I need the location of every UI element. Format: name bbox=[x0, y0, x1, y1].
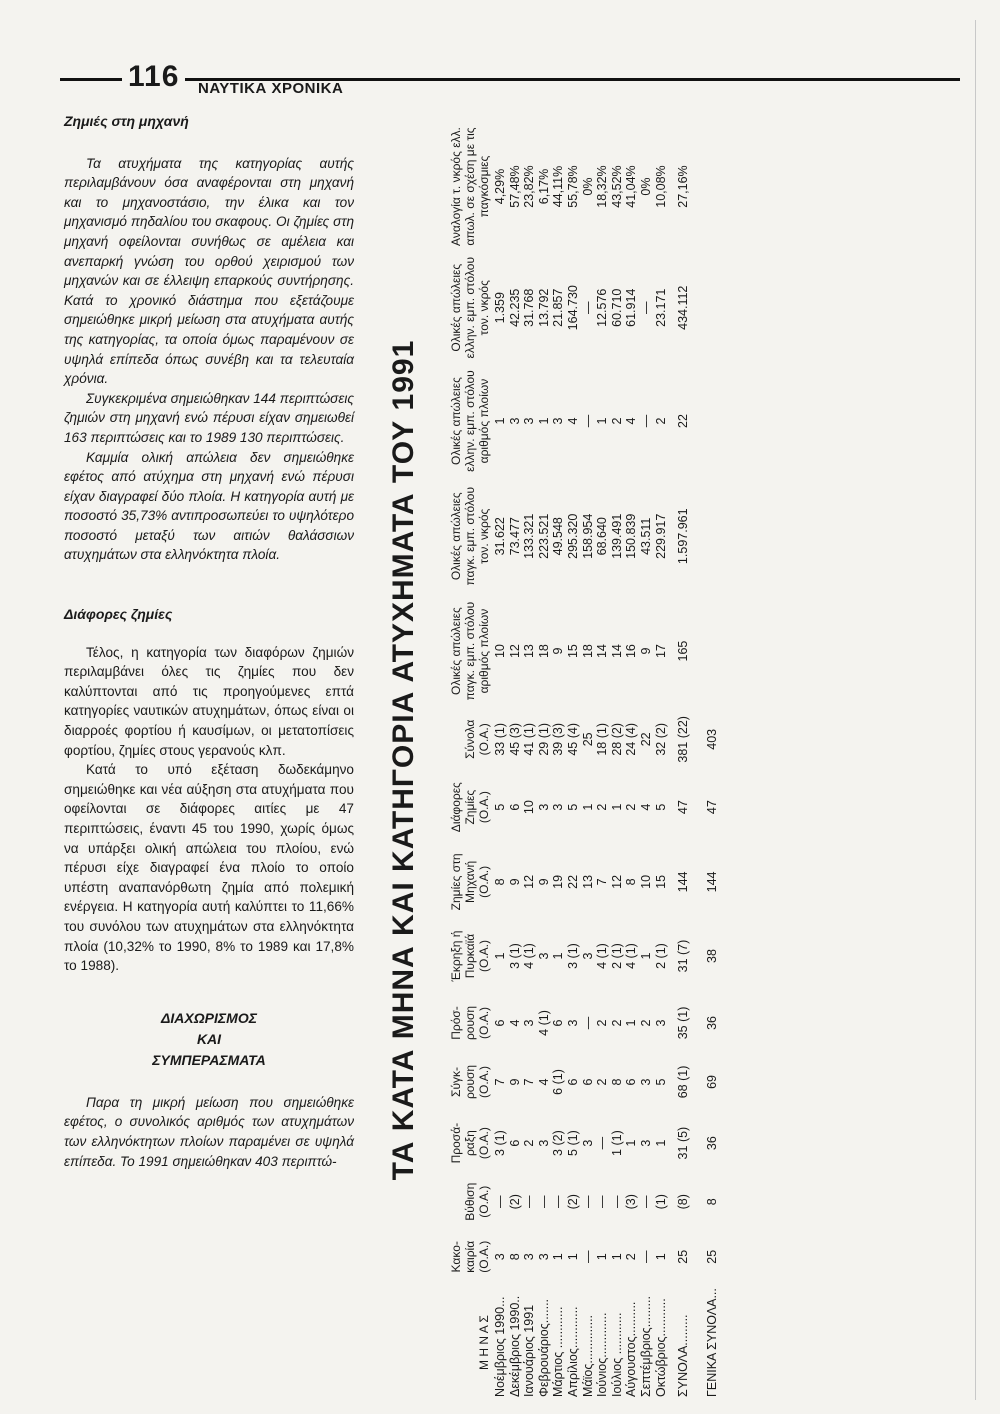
value-cell: 45 (4) bbox=[565, 722, 580, 756]
value-cell: — bbox=[638, 301, 653, 314]
value-cell: 9 bbox=[638, 647, 653, 655]
value-cell: 164.730 bbox=[565, 285, 580, 331]
table-row bbox=[522, 120, 537, 1400]
value-cell: 3 bbox=[638, 1078, 653, 1086]
value-cell: 16 bbox=[624, 644, 639, 659]
value-cell: 139.491 bbox=[609, 513, 624, 559]
value-cell: 12 bbox=[522, 874, 537, 889]
value-cell: 42.235 bbox=[507, 288, 522, 327]
value-cell: 12 bbox=[507, 644, 522, 659]
value-cell: 44,11% bbox=[551, 165, 566, 208]
value-cell: — bbox=[551, 1195, 566, 1208]
month-cell: Ιούνιος............. bbox=[595, 1312, 610, 1397]
paragraph: Καμμία ολική απώλεια δεν σημειώθηκε εφέτος από ατύχημα στη μηχανή ενώ πέρυσι είχαν διαγραφεί δύο πλοία. Η κατηγορία αυτή με ποσοστό 35,73% αντιπροσωπεύει το υψηλότερο ποσοστό μεταξύ των αιτιών θαλάσσιων ατυχημάτων στα ελληνόκτητα πλοία. bbox=[64, 449, 354, 563]
rotated-table bbox=[387, 120, 887, 1400]
column-header: Προσά- ραξη (Ο.Α.) bbox=[449, 1122, 491, 1164]
value-cell: 1 bbox=[565, 1253, 580, 1261]
value-cell: 2 (1) bbox=[653, 943, 668, 969]
value-cell: 1 bbox=[551, 952, 566, 960]
value-cell: — bbox=[595, 1136, 610, 1150]
section-title-conclusions bbox=[64, 1008, 354, 1071]
value-cell: 3 bbox=[536, 803, 551, 811]
value-cell: 57,48% bbox=[507, 165, 522, 208]
value-cell: 2 bbox=[522, 1139, 537, 1147]
value-cell bbox=[691, 593, 720, 709]
value-cell: 41,04% bbox=[624, 165, 639, 208]
accidents-table bbox=[447, 120, 719, 1400]
value-cell: — bbox=[638, 414, 653, 428]
value-cell: 9 bbox=[536, 878, 551, 886]
table-row bbox=[581, 120, 596, 1400]
value-cell: — bbox=[595, 1195, 610, 1208]
table-header-row bbox=[447, 120, 493, 1400]
table-row bbox=[610, 120, 625, 1400]
value-cell: 1 bbox=[493, 417, 507, 425]
value-cell: 31.768 bbox=[522, 288, 537, 327]
table-row bbox=[639, 120, 654, 1400]
value-cell: 4,29% bbox=[493, 168, 507, 205]
value-cell bbox=[691, 253, 720, 362]
month-cell: Μάϊος.............. bbox=[580, 1314, 595, 1397]
value-cell: 1 bbox=[595, 417, 610, 425]
paragraph: Τέλος, η κατηγορία των διαφόρων ζημιών περιλαμβάνει όλες τις ζημίες που δεν καλύπτονται από τις προηγούμενες επτά κατηγορίες ναυτικών ατυχημάτων, όπως είναι οι διαρροές φορτίου ή καυσίμων, οι μετατοπίσεις φορτίου, ζημίες στους γερανούς κλπ. bbox=[64, 644, 354, 758]
value-cell: 1 bbox=[595, 1253, 610, 1261]
value-cell: 14 bbox=[595, 644, 610, 659]
title-line: ΔΙΑΧΩΡΙΣΜΟΣ bbox=[161, 1009, 257, 1026]
value-cell: 2 (1) bbox=[609, 943, 624, 969]
value-cell: 223.521 bbox=[536, 513, 551, 559]
column-header: Έκρηξη ή Πυρκαϊά (Ο.Α.) bbox=[449, 930, 491, 982]
value-cell: 18 bbox=[580, 644, 595, 659]
value-cell: 9 bbox=[551, 647, 566, 655]
table-row bbox=[551, 120, 566, 1400]
value-cell: (2) bbox=[565, 1194, 580, 1210]
value-cell: 3 bbox=[536, 952, 551, 960]
value-cell: 3 bbox=[653, 1019, 668, 1027]
value-cell: 68.640 bbox=[595, 517, 610, 556]
value-cell: 1 bbox=[551, 1253, 566, 1261]
value-cell: 229.917 bbox=[653, 513, 668, 559]
value-cell: 6 bbox=[507, 803, 522, 811]
value-cell: 36 bbox=[704, 1136, 719, 1151]
value-cell: 49.548 bbox=[551, 517, 566, 556]
value-cell: 1 bbox=[653, 1253, 668, 1261]
column-header: Διάφορες Ζημίες (Ο.Α.) bbox=[449, 782, 491, 833]
page-header bbox=[60, 62, 960, 102]
value-cell: 28 (2) bbox=[609, 722, 624, 756]
title-line: ΚΑΙ bbox=[196, 1030, 222, 1047]
value-cell: 2 bbox=[595, 803, 610, 811]
value-cell: 4 (1) bbox=[624, 943, 639, 969]
value-cell: 6 bbox=[551, 1019, 566, 1027]
value-cell: 5 (1) bbox=[565, 1130, 580, 1156]
column-header: Κακο- καιρία (Ο.Α.) bbox=[449, 1240, 491, 1273]
value-cell: 1 bbox=[536, 417, 551, 425]
column-header: Ολικές απώλειες παγκ. εμπ. στόλου αριθμός πλοίων bbox=[449, 601, 491, 701]
value-cell: 6 bbox=[624, 1078, 639, 1086]
value-cell: 13 bbox=[522, 644, 537, 659]
value-cell: 1.597.961 bbox=[676, 508, 691, 565]
value-cell: 41 (1) bbox=[522, 722, 537, 756]
value-cell bbox=[691, 480, 720, 593]
value-cell: 1 bbox=[638, 952, 653, 960]
value-cell: 295.320 bbox=[565, 513, 580, 559]
value-cell: 18 (1) bbox=[595, 722, 610, 756]
value-cell: 1 bbox=[493, 952, 507, 960]
value-cell: 2 bbox=[595, 1019, 610, 1027]
value-cell: 0% bbox=[638, 177, 653, 196]
value-cell: 47 bbox=[704, 800, 719, 815]
table-row bbox=[668, 120, 691, 1400]
value-cell bbox=[691, 362, 720, 479]
value-cell: 25 bbox=[580, 732, 595, 747]
value-cell: 5 bbox=[653, 1078, 668, 1086]
month-cell: Μάρτιος ............ bbox=[551, 1306, 566, 1397]
value-cell: — bbox=[580, 1195, 595, 1208]
value-cell: 3 (1) bbox=[507, 943, 522, 969]
month-cell: Δεκέμβριος 1990.. bbox=[507, 1295, 522, 1397]
value-cell: 6 (1) bbox=[551, 1069, 566, 1095]
section-title-engine: Ζημιές στη μηχανή bbox=[64, 113, 189, 129]
title-line: ΣΥΜΠΕΡΑΣΜΑΤΑ bbox=[152, 1051, 266, 1068]
table-row bbox=[537, 120, 552, 1400]
value-cell: 55,78% bbox=[565, 165, 580, 208]
table-row bbox=[654, 120, 669, 1400]
value-cell: 4 bbox=[624, 417, 639, 425]
value-cell: 39 (3) bbox=[551, 722, 566, 756]
value-cell: 7 bbox=[522, 1078, 537, 1086]
value-cell: (2) bbox=[507, 1194, 522, 1210]
value-cell: 29 (1) bbox=[536, 722, 551, 756]
value-cell: 6 bbox=[565, 1078, 580, 1086]
value-cell: 434.112 bbox=[676, 285, 691, 330]
value-cell: 3 (2) bbox=[551, 1130, 566, 1156]
value-cell: 8 bbox=[624, 878, 639, 886]
value-cell: — bbox=[522, 1195, 537, 1208]
table-row bbox=[508, 120, 523, 1400]
value-cell: 2 bbox=[638, 1019, 653, 1027]
value-cell: 2 bbox=[624, 803, 639, 811]
value-cell: 10 bbox=[638, 874, 653, 889]
value-cell: 22 bbox=[676, 414, 691, 428]
value-cell: 6 bbox=[493, 1019, 507, 1027]
column-header: Μ Η Ν Α Σ bbox=[477, 1315, 491, 1370]
value-cell: 3 bbox=[522, 1019, 537, 1027]
value-cell: 133.321 bbox=[522, 513, 537, 559]
value-cell: 158.954 bbox=[580, 513, 595, 559]
value-cell: 10 bbox=[493, 644, 507, 659]
text-column bbox=[64, 112, 354, 1171]
value-cell: 3 bbox=[580, 1139, 595, 1147]
value-cell: 4 bbox=[565, 417, 580, 425]
value-cell: 35 (1) bbox=[676, 1006, 691, 1040]
value-cell: 25 bbox=[704, 1249, 719, 1264]
value-cell: 45 (3) bbox=[507, 722, 522, 756]
value-cell: 31 (7) bbox=[676, 939, 691, 973]
month-cell: Σεπτέμβριος......... bbox=[638, 1296, 653, 1397]
value-cell: — bbox=[493, 1195, 507, 1208]
value-cell: 381 (22) bbox=[676, 716, 691, 763]
paragraph: Συγκεκριμένα σημειώθηκαν 144 περιπτώσεις ζημιών στη μηχανή ενώ πέρυσι είχαν σημειωθεί 163 περιπτώσεις και το 1989 130 περιπτώσεις. bbox=[64, 390, 354, 445]
value-cell: 19 bbox=[551, 874, 566, 889]
value-cell: 27,16% bbox=[676, 165, 691, 208]
value-cell: 144 bbox=[676, 871, 691, 893]
month-cell: Ιούλιος ............ bbox=[609, 1312, 624, 1397]
value-cell: 4 (1) bbox=[536, 1010, 551, 1036]
column-header: Πρόσ- ρουση (Ο.Α.) bbox=[449, 1005, 491, 1041]
page-number: 116 bbox=[122, 60, 185, 94]
value-cell: 4 bbox=[536, 1078, 551, 1086]
value-cell: 0% bbox=[580, 177, 595, 196]
paragraph: Τα ατυχήματα της κατηγορίας αυτής περιλαμβάνουν όσα αναφέρονται στη μηχανή και το μηχανοστάσιο, την έλικα και τον μηχανισμό πηδαλίου του σκαφους. Οι ζημίες στη μηχανή οφείλονται συνήθως σε αμέλεια και ανεπαρκή γνώση του ορθού χειρισμού των μηχανών και σε έλλειψη επαρκούς συντήρησης. Κατά το χρονικό διάστημα που εξετάζουμε σημειώθηκε μικρή μείωση στα ατυχήματα αυτής της κατηγορίας, τα οποία όμως παραμένουν σε υψηλά επίπεδα όπως συνέβη και τα τελευταία χρόνια. bbox=[64, 155, 354, 387]
column-header: Ζημίες στη Μηχανή (Ο.Α.) bbox=[449, 853, 491, 911]
table-row bbox=[595, 120, 610, 1400]
value-cell: 3 bbox=[638, 1139, 653, 1147]
value-cell: 10,08% bbox=[653, 165, 668, 208]
value-cell: 22 bbox=[638, 732, 653, 747]
month-cell: Νοέμβριος 1990... bbox=[493, 1296, 507, 1397]
month-cell: Ιανουάριος 1991 bbox=[522, 1304, 537, 1397]
value-cell: 17 bbox=[653, 644, 668, 659]
month-cell: Αύγουστος.......... bbox=[624, 1301, 639, 1397]
value-cell: 3 bbox=[522, 1253, 537, 1261]
value-cell: 7 bbox=[493, 1078, 507, 1086]
value-cell: 18,32% bbox=[595, 165, 610, 208]
value-cell: 15 bbox=[653, 874, 668, 889]
value-cell: 3 bbox=[565, 1019, 580, 1027]
month-cell: Φεβρουάριος....... bbox=[536, 1298, 551, 1397]
header-rule bbox=[60, 78, 960, 81]
value-cell: — bbox=[580, 301, 595, 314]
value-cell: 3 bbox=[493, 1253, 507, 1261]
value-cell: 4 bbox=[638, 803, 653, 811]
value-cell: 2 bbox=[624, 1253, 639, 1261]
value-cell: 3 bbox=[551, 417, 566, 425]
value-cell: 31.622 bbox=[493, 517, 507, 556]
value-cell: 43.511 bbox=[638, 517, 653, 555]
month-cell: ΣΥΝΟΛΑ......... bbox=[676, 1314, 691, 1397]
value-cell: 5 bbox=[493, 803, 507, 811]
value-cell: 10 bbox=[522, 800, 537, 815]
section-title-misc: Διάφορες ζημίες bbox=[64, 606, 173, 623]
value-cell: 13 bbox=[580, 874, 595, 889]
value-cell: 3 (1) bbox=[565, 943, 580, 969]
value-cell: 2 bbox=[609, 1019, 624, 1027]
value-cell: — bbox=[580, 1016, 595, 1030]
month-cell: Απρίλιος............ bbox=[565, 1306, 580, 1397]
value-cell: 24 (4) bbox=[624, 722, 639, 756]
column-header: Σύνολα (Ο.Α.) bbox=[463, 719, 491, 759]
value-cell: 38 bbox=[704, 949, 719, 963]
value-cell: 13.792 bbox=[536, 288, 551, 327]
table-row bbox=[691, 120, 720, 1400]
value-cell: 1 bbox=[653, 1139, 668, 1147]
value-cell: 5 bbox=[653, 803, 668, 811]
value-cell: 3 bbox=[536, 1253, 551, 1261]
month-cell: ΓΕΝΙΚΑ ΣΥΝΟΛΑ... bbox=[704, 1288, 719, 1397]
table-title: ΤΑ ΚΑΤΑ ΜΗΝΑ ΚΑΙ ΚΑΤΗΓΟΡΙΑ ΑΤΥΧΗΜΑΤΑ ΤΟΥ 1991 bbox=[387, 339, 420, 1181]
value-cell: 12.576 bbox=[595, 288, 610, 327]
value-cell: 9 bbox=[507, 1078, 522, 1086]
value-cell: 3 bbox=[522, 417, 537, 425]
value-cell: 1 bbox=[609, 1253, 624, 1261]
value-cell: 47 bbox=[676, 800, 691, 815]
value-cell: 36 bbox=[704, 1016, 719, 1030]
column-header: Σύγκ- ρουση (Ο.Α.) bbox=[449, 1064, 491, 1100]
value-cell: — bbox=[609, 1195, 624, 1208]
value-cell: 165 bbox=[676, 640, 691, 662]
table-row bbox=[493, 120, 508, 1400]
value-cell: 18 bbox=[536, 644, 551, 659]
value-cell: 1 (1) bbox=[609, 1130, 624, 1156]
value-cell: (3) bbox=[624, 1194, 639, 1210]
value-cell: 403 bbox=[704, 728, 719, 750]
value-cell: 33 (1) bbox=[493, 722, 507, 756]
value-cell: 144 bbox=[704, 871, 719, 893]
column-header: Ολικές απώλειες ελλην. εμπ. στόλου αριθμός πλοίων bbox=[449, 370, 491, 472]
value-cell: — bbox=[536, 1195, 551, 1208]
value-cell: 150.839 bbox=[624, 513, 639, 559]
column-header: Ολικές απώλειες παγκ. εμπ. στόλου τον. νκρός bbox=[449, 486, 491, 586]
value-cell: — bbox=[580, 1250, 595, 1264]
value-cell: 43,52% bbox=[609, 165, 624, 208]
page-edge-line bbox=[975, 20, 976, 1400]
value-cell: 6 bbox=[580, 1078, 595, 1086]
value-cell: 8 bbox=[704, 1198, 719, 1206]
value-cell: 9 bbox=[507, 878, 522, 886]
value-cell bbox=[691, 120, 720, 253]
value-cell: 1 bbox=[609, 803, 624, 811]
value-cell: 6,17% bbox=[536, 168, 551, 205]
value-cell: 8 bbox=[507, 1253, 522, 1261]
paragraph: Παρα τη μικρή μείωση που σημειώθηκε εφέτος, ο συνολικός αριθμός των ατυχημάτων των ελληνόκτητων πλοίων παραμένει σε υψηλά επίπεδα. Το 1991 σημειώθηκαν 403 περιπτώ- bbox=[64, 1094, 354, 1169]
table-row bbox=[566, 120, 581, 1400]
value-cell: 6 bbox=[507, 1139, 522, 1147]
column-header: Βύθιση (Ο.Α.) bbox=[463, 1182, 491, 1221]
value-cell: 8 bbox=[609, 1078, 624, 1086]
value-cell: 1.359 bbox=[493, 292, 507, 324]
value-cell: 31 (5) bbox=[676, 1126, 691, 1160]
value-cell: 3 bbox=[551, 803, 566, 811]
value-cell: 22 bbox=[565, 874, 580, 889]
value-cell: 21.857 bbox=[551, 288, 566, 327]
value-cell: 1 bbox=[624, 1139, 639, 1147]
value-cell: — bbox=[580, 414, 595, 428]
value-cell: 23,82% bbox=[522, 165, 537, 208]
value-cell: 12 bbox=[609, 874, 624, 889]
value-cell: 68 (1) bbox=[676, 1065, 691, 1099]
table-row bbox=[624, 120, 639, 1400]
value-cell: 25 bbox=[676, 1249, 691, 1264]
value-cell: (1) bbox=[653, 1194, 668, 1210]
magazine-name: ΝΑΥΤΙΚΑ ΧΡΟΝΙΚΑ bbox=[198, 80, 344, 97]
value-cell: 3 bbox=[580, 952, 595, 960]
column-header: Αναλογία τ. νκρός ελλ. απωλ. σε σχέση με τις παγκόσμιες bbox=[449, 127, 491, 246]
value-cell: 3 bbox=[536, 1139, 551, 1147]
value-cell: 3 (1) bbox=[493, 1130, 507, 1156]
value-cell: 14 bbox=[609, 644, 624, 659]
value-cell: 7 bbox=[595, 878, 610, 886]
value-cell: 5 bbox=[565, 803, 580, 811]
value-cell: 60.710 bbox=[609, 288, 624, 327]
value-cell: 23.171 bbox=[653, 288, 668, 327]
value-cell: 32 (2) bbox=[653, 722, 668, 756]
value-cell: 8 bbox=[493, 878, 507, 886]
value-cell: — bbox=[638, 1195, 653, 1208]
value-cell: 2 bbox=[595, 1078, 610, 1086]
value-cell: 69 bbox=[704, 1075, 719, 1089]
paragraph: Κατά το υπό εξέταση δωδεκάμηνο σημειώθηκε και νέα αύξηση στα ατυχήματα που οφείλονται σε διάφορες αιτίες με 47 περιπτώσεις, έναντι 45 του 1990, χωρίς όμως να υπάρξει ολική απώλεια του πλοίου, ενώ πέρυσι είχε διαγραφεί ένα πλοίο το οποίο υπέστη αναπανόρθωτη ζημία από πολεμική ενέργεια. Η κατηγορία αυτή καλύπτει το 11,66% του συνόλου των ατυχημάτων στα ελληνόκτητα πλοία (10,32% το 1990, 8% το 1989 και 17,8% το 1988). bbox=[64, 762, 354, 974]
month-cell: Οκτώβριος........... bbox=[653, 1298, 668, 1397]
value-cell: 1 bbox=[580, 803, 595, 811]
value-cell: 73.477 bbox=[507, 517, 522, 556]
value-cell: 4 (1) bbox=[595, 943, 610, 969]
value-cell: 1 bbox=[624, 1019, 639, 1027]
value-cell: — bbox=[638, 1250, 653, 1264]
value-cell: 2 bbox=[653, 417, 668, 425]
value-cell: 4 bbox=[507, 1019, 522, 1027]
value-cell: 61.914 bbox=[624, 288, 639, 327]
value-cell: 15 bbox=[565, 644, 580, 659]
value-cell: (8) bbox=[676, 1194, 691, 1210]
value-cell: 4 (1) bbox=[522, 943, 537, 969]
value-cell: 3 bbox=[507, 417, 522, 425]
value-cell: 2 bbox=[609, 417, 624, 425]
column-header: Ολικές απώλειες ελλην. εμπ. στόλου τον. νκρός bbox=[449, 256, 491, 359]
